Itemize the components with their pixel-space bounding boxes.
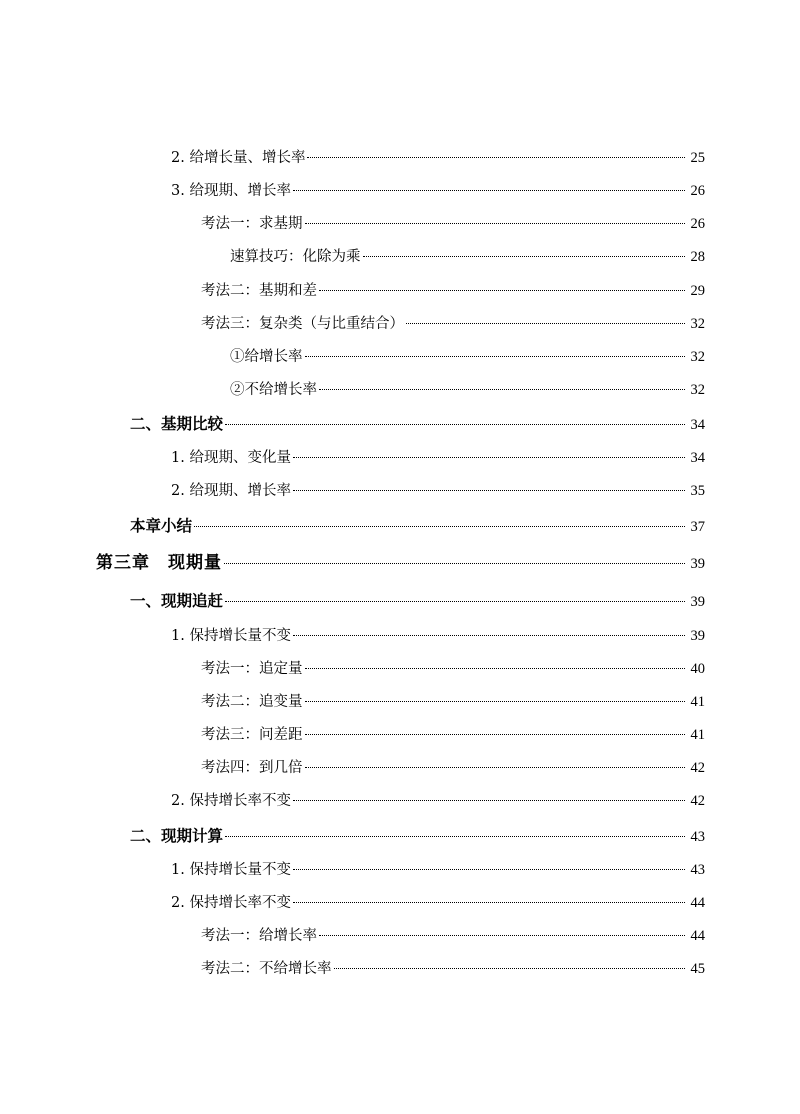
toc-entry-label: 考法一：给增长率: [201, 928, 317, 944]
toc-section-entry[interactable]: [130, 514, 705, 538]
toc-entry-page: 39: [690, 556, 705, 572]
toc-entry[interactable]: [201, 657, 705, 681]
toc-chapter-entry[interactable]: [96, 551, 705, 575]
toc-entry-label: 1. 保持增长量不变: [171, 862, 291, 878]
toc-entry-page: 32: [690, 316, 705, 332]
dot-leader: [363, 256, 686, 257]
toc-entry-page: 40: [690, 661, 705, 677]
dot-leader: [293, 490, 685, 491]
toc-entry-label: 本章小结: [130, 516, 193, 535]
toc-entry-label: 一、现期追赶: [130, 591, 224, 610]
dot-leader: [224, 563, 685, 564]
toc-entry-page: 29: [690, 283, 705, 299]
toc-entry[interactable]: [171, 858, 705, 882]
toc-entry-page: 32: [690, 382, 705, 398]
dot-leader: [293, 800, 685, 801]
toc-chapter-label: [96, 551, 222, 575]
toc-entry-page: 41: [690, 727, 705, 743]
toc-section-entry[interactable]: [130, 589, 705, 613]
dot-leader: [334, 968, 686, 969]
toc-entry-page: 43: [690, 862, 705, 878]
toc-entry-label: 速算技巧：化除为乘: [230, 249, 361, 265]
dot-leader: [305, 356, 686, 357]
toc-entry-page: 28: [690, 249, 705, 265]
toc-entry[interactable]: [201, 756, 705, 780]
toc-entry-page: 41: [690, 694, 705, 710]
toc-entry-page: 44: [690, 928, 705, 944]
dot-leader: [305, 223, 686, 224]
toc-entry-page: 25: [690, 150, 705, 166]
toc-entry-label: 2. 给增长量、增长率: [171, 150, 306, 166]
dot-leader: [406, 323, 685, 324]
toc-entry-label: 考法一：追定量: [201, 661, 303, 677]
dot-leader: [319, 290, 685, 291]
toc-entry-page: 44: [690, 895, 705, 911]
toc-entry-label: 考法二：基期和差: [201, 283, 317, 299]
toc-entry[interactable]: [171, 146, 705, 170]
toc-entry-label: 考法三：问差距: [201, 727, 303, 743]
dot-leader: [307, 157, 685, 158]
toc-entry-page: 37: [690, 519, 705, 535]
dot-leader: [305, 668, 686, 669]
toc-entry[interactable]: [171, 624, 705, 648]
toc-entry-label: 2. 保持增长率不变: [171, 895, 291, 911]
toc-entry-label: 2. 保持增长率不变: [171, 793, 291, 809]
toc-entry-label: 1. 保持增长量不变: [171, 628, 291, 644]
toc-entry-label: ②不给增长率: [230, 382, 317, 398]
toc-entry[interactable]: [201, 690, 705, 714]
toc-entry[interactable]: [171, 446, 705, 470]
toc-entry-label: 考法二：追变量: [201, 694, 303, 710]
toc-entry[interactable]: [230, 345, 705, 369]
toc-entry-label: ①给增长率: [230, 349, 303, 365]
toc-entry-label: 1. 给现期、变化量: [171, 450, 291, 466]
toc-entry-label: 2. 给现期、增长率: [171, 483, 291, 499]
toc-entry-page: 35: [690, 483, 705, 499]
toc-entry[interactable]: [201, 957, 705, 981]
dot-leader: [319, 389, 685, 390]
toc-entry-label: 考法三：复杂类（与比重结合）: [201, 316, 404, 332]
toc-entry-page: 34: [690, 450, 705, 466]
toc-entry-label: 二、基期比较: [130, 414, 224, 433]
dot-leader: [194, 526, 685, 527]
toc-entry-page: 42: [690, 760, 705, 776]
toc-entry-label: 3. 给现期、增长率: [171, 183, 291, 199]
dot-leader: [293, 190, 685, 191]
toc-entry-page: 43: [690, 829, 705, 845]
toc-entry[interactable]: [201, 279, 705, 303]
dot-leader: [305, 767, 686, 768]
dot-leader: [293, 869, 685, 870]
toc-entry-page: 45: [690, 961, 705, 977]
toc-entry[interactable]: [201, 212, 705, 236]
toc-entry-label: 二、现期计算: [130, 826, 224, 845]
toc-entry-page: 39: [690, 628, 705, 644]
toc-entry-page: 39: [690, 594, 705, 610]
dot-leader: [293, 635, 685, 636]
dot-leader: [293, 457, 685, 458]
toc-entry[interactable]: [230, 245, 705, 269]
dot-leader: [225, 836, 685, 837]
toc-entry[interactable]: [171, 789, 705, 813]
toc-entry-label: 考法一：求基期: [201, 216, 303, 232]
toc-entry-label: 考法四：到几倍: [201, 760, 303, 776]
dot-leader: [305, 734, 686, 735]
toc-entry[interactable]: [201, 312, 705, 336]
toc-entry-page: 42: [690, 793, 705, 809]
dot-leader: [293, 902, 685, 903]
toc-section-entry[interactable]: [130, 824, 705, 848]
toc-entry[interactable]: [201, 723, 705, 747]
dot-leader: [305, 701, 686, 702]
toc-entry-page: 34: [690, 417, 705, 433]
dot-leader: [225, 601, 685, 602]
chapter-number: 第三章: [96, 553, 150, 573]
toc-entry[interactable]: [171, 891, 705, 915]
dot-leader: [319, 935, 685, 936]
toc-entry[interactable]: [230, 378, 705, 402]
toc-entry-page: 26: [690, 216, 705, 232]
toc-entry-page: 32: [690, 349, 705, 365]
toc-entry[interactable]: [171, 479, 705, 503]
toc-section-entry[interactable]: [130, 412, 705, 436]
toc-entry-page: 26: [690, 183, 705, 199]
dot-leader: [225, 424, 685, 425]
toc-entry[interactable]: [201, 924, 705, 948]
toc-entry[interactable]: [171, 179, 705, 203]
toc-entry-label: 考法二：不给增长率: [201, 961, 332, 977]
chapter-title: 现期量: [168, 553, 222, 573]
